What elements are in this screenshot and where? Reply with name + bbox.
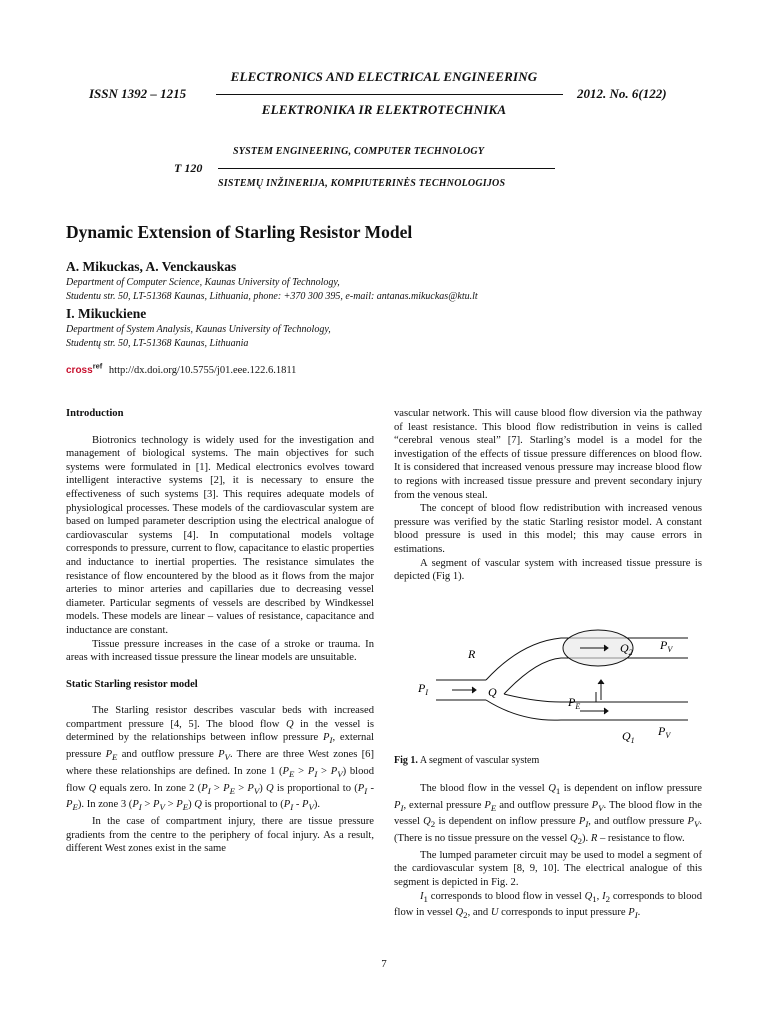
left-column [66, 407, 374, 856]
paper-title: Dynamic Extension of Starling Resistor Model [66, 222, 413, 242]
label-pv-top: $P_V$ [660, 638, 673, 654]
paragraph-right-1: vascular network. This will cause blood flow diversion via the pathway of least resistance. This blood flow redistribution in veins is called “cerebral venous steal” [7]. Starling’s model is a model for the investigation of the effects of tissue pressure differences on blood flow. It is considered that increased venous pressure may increase blood flow to regions with increased tissue pressure and prevent secondary injury from the venous steal. [394, 408, 702, 501]
paragraph-static-1 [66, 704, 374, 815]
section-en: SYSTEM ENGINEERING, COMPUTER TECHNOLOGY [233, 146, 485, 157]
paragraph-static-2: In the case of compartment injury, there are tissue pressure gradients from the centre to the periphery of focal injury. As a result, different West zones exist in the same [66, 815, 374, 855]
label-r: R [468, 647, 476, 661]
paragraph-right-6: $I_1$ corresponds to blood flow in vessel $Q_1$, $I_2$ corresponds to blood flow in vessel $Q_2$, and U corresponds to input pressure $P_I$. [394, 890, 702, 921]
affiliation-2-line-2: Studentų str. 50, LT-51368 Kaunas, Lithuania [66, 338, 249, 349]
figure-1 [396, 612, 696, 747]
figure-1-caption [394, 755, 539, 766]
crossref-logo: cross$^{ref}$ [66, 362, 103, 377]
label-q: Q [488, 685, 497, 699]
pe-arrowhead [598, 680, 604, 684]
figure-caption-label: Fig 1. [394, 755, 418, 766]
paragraph-right-4: The blood flow in the vessel $Q_1$ is dependent on inflow pressure $P_I$, external pressure $P_E$ and outflow pressure $P_V$. The blood flow in the vessel $Q_2$ is dependent on inflow pressure $P_I$, and outflow pressure $P_V$. (There is no tissue pressure on the vessel $Q_2$). R – resistance to flow. [394, 783, 703, 847]
lower-branch-bottom [486, 700, 688, 720]
paragraph-right-2: The concept of blood flow redistribution with increased venous pressure was verified by the static Starling resistor model. A constant blood pressure is used in this model; this may cause errors in estimations. [394, 503, 702, 555]
issue: 2012. No. 6(122) [577, 86, 667, 101]
header-rule [216, 94, 563, 95]
paragraph-right-5: The lumped parameter circuit may be used to model a segment of the cardiovascular system [8, 9, 10]. The electrical analogue of this segment is depicted in Fig. 2. [394, 849, 702, 888]
label-q2: $Q_2$ [620, 641, 633, 657]
affiliation-1-line-1: Department of Computer Science, Kaunas University of Technology, [66, 277, 340, 288]
right-column [394, 407, 702, 584]
section-rule [218, 168, 555, 169]
section-code: T 120 [174, 161, 203, 175]
paragraph-static-1-text: The Starling resistor describes vascular beds with increased compartment pressure [4, 5]. The blood flow Q in the vessel is determined by the relationships between inflow pressure $P_I$, external pressure $P_E$ and outflow pressure $P_V$. There are three West zones [6] where these relationships are defined. In zone 1 $(P_E > P_I > P_V)$ blood flow Q equals zero. In zone 2 $(P_I > P_E > P_V)$ Q is proportional to $(P_I - P_E)$. In zone 3 $(P_I > P_V > P_E)$ Q is proportional to $(P_I - P_V)$. [66, 705, 374, 813]
journal-title-en: ELECTRONICS AND ELECTRICAL ENGINEERING [230, 69, 538, 84]
paragraph-right-3: A segment of vascular system with increased tissue pressure is depicted (Fig 1). [394, 557, 702, 583]
journal-title-lt: ELEKTRONIKA IR ELEKTROTECHNIKA [261, 102, 507, 117]
label-pi: $P_I$ [418, 681, 429, 697]
page-number: 7 [381, 958, 387, 970]
paragraph-intro-2: Tissue pressure increases in the case of a stroke or trauma. In areas with increased tissue pressure the linear models are unsuitable. [66, 638, 374, 664]
q1-arrowhead [604, 708, 608, 714]
issn: ISSN 1392 – 1215 [89, 86, 187, 101]
authors-group-1: A. Mikuckas, A. Venckauskas [66, 259, 237, 274]
vascular-segment-diagram [396, 612, 696, 747]
paragraph-intro-1: Biotronics technology is widely used for the investigation and management of biological systems. The main objectives for such systems were formulated in [1]. Medical electronics evolves toward intelligent interactive systems [2], it is necessary to ensure the effectiveness of such systems [3]. This requires adequate models of physiological processes. These models of the cardiovascular system are based on lumped parameter description using the electrical analogue of cardiovascular systems [4]. In computational models voltage corresponds to pressure, current to flow, capacitance to elastic properties and inductance to inertial properties. The resistance simulates the resistance of flow encountered by the blood as it flows from the major arteries to minor arteries and capillaries due to decreasing vessel diameter. Particular segments of vessels are described by Windkessel models. These models are linear – values of resistance, capacitance and inductance are constant. [66, 434, 374, 636]
label-q1: $Q_1$ [622, 729, 635, 745]
authors-group-2: I. Mikuckiene [66, 306, 147, 321]
section-lt: SISTEMŲ INŽINERIJA, KOMPIUTERINĖS TECHNOLOGIJOS [218, 178, 506, 189]
doi-link[interactable]: http://dx.doi.org/10.5755/j01.eee.122.6.1811 [108, 365, 297, 377]
heading-introduction: Introduction [66, 408, 124, 419]
affiliation-2-line-1: Department of System Analysis, Kaunas University of Technology, [66, 324, 331, 335]
label-pv-bottom: $P_V$ [658, 724, 671, 740]
figure-caption-text: A segment of vascular system [417, 755, 540, 766]
heading-static-model: Static Starling resistor model [66, 678, 198, 690]
inflow-arrowhead [472, 687, 476, 693]
label-pe: $P_E$ [568, 695, 581, 711]
right-column-lower [394, 782, 702, 923]
crossref-line [66, 362, 296, 376]
affiliation-1-line-2: Studentu str. 50, LT-51368 Kaunas, Lithuania, phone: +370 300 395, e-mail: antanas.mikuckas@ktu.lt [66, 291, 478, 302]
